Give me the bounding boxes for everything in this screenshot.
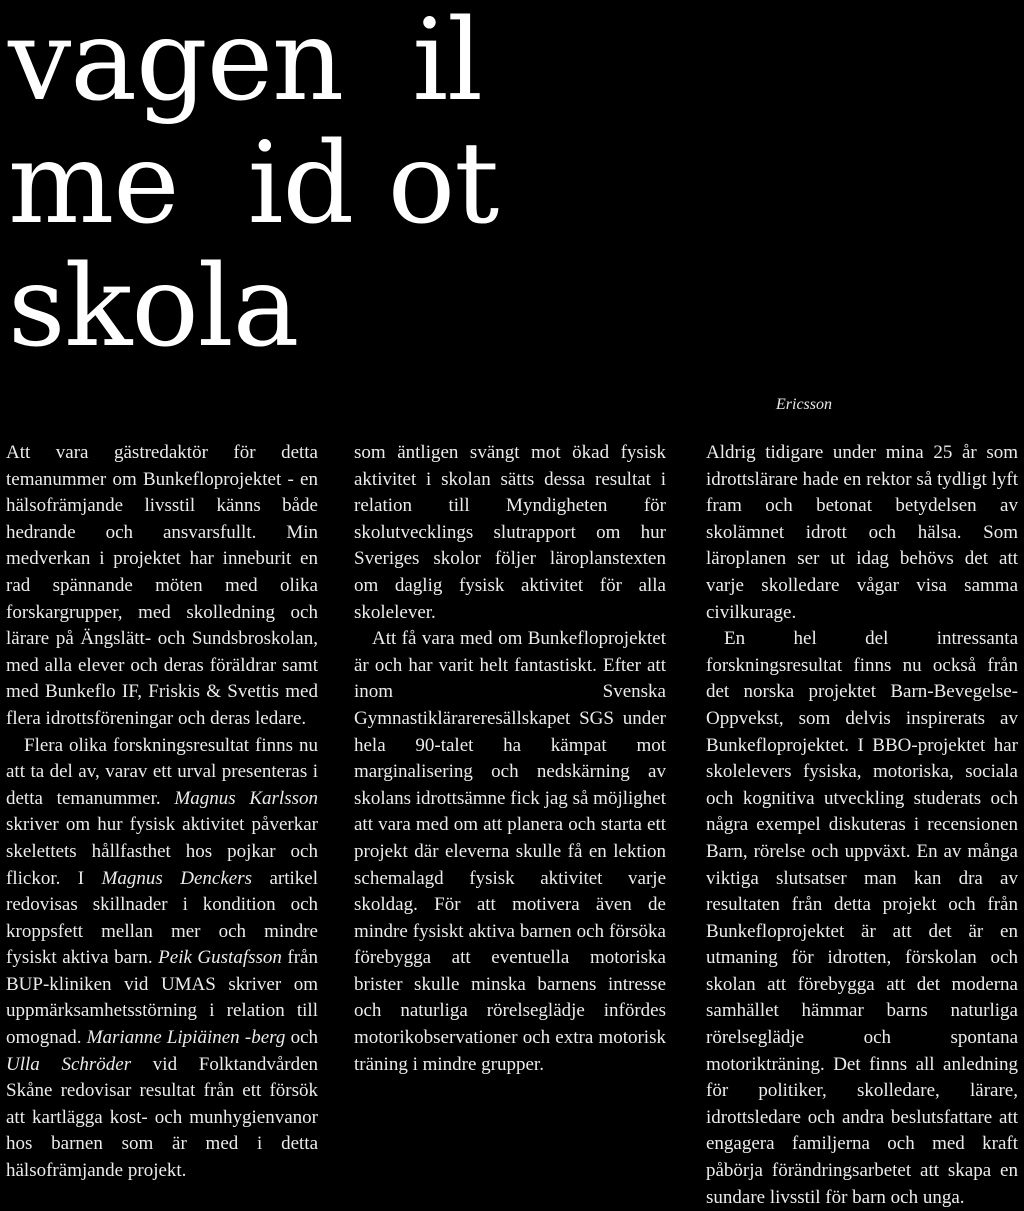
article-column-3 <box>706 440 1018 1211</box>
article-column-2 <box>354 440 666 1078</box>
author-name: Magnus Karlsson <box>174 787 319 809</box>
author-name: Peik Gustafsson <box>158 947 282 969</box>
headline-line-2: me id ot <box>8 119 499 249</box>
text-run: från BUP-kliniken vid UMAS skriver om uppmärksamhetsstörning i relation till omognad. <box>6 947 318 1049</box>
headline-line-3: skola <box>8 242 299 372</box>
headline-line-1: vagen il <box>8 0 482 126</box>
paragraph: Att få vara med om Bunkefloprojektet är och har varit helt fantastiskt. Efter att inom Svenska Gymnastiklärareresällskapet SGS under hela 90-talet ha kämpat mot marginalisering och nedskärning av skolans idrottsämne fick jag så möjlighet att vara med om att planera och starta ett projekt där eleverna skulle få en lektion schemalagd fysisk aktivitet varje skoldag. För att motivera även de mindre fysiskt aktiva barnen och försöka förebygga att eventuella motoriska brister skulle minska barnens intresse och naturliga rörelseglädje infördes motorikobservationer och extra motorisk träning i mindre grupper. <box>354 628 666 1075</box>
paragraph: Aldrig tidigare under mina 25 år som idrottslärare hade en rektor så tydligt lyft fram och betonat betydelsen av skolämnet idrott och hälsa. Som läroplanen ser ut idag behövs det att varje skolledare vågar visa samma civilkurage. <box>706 442 1018 623</box>
paragraph: Att vara gästredaktör för detta temanummer om Bunkefloprojektet - en hälsofrämjande livsstil känns både hedrande och ansvarsfullt. Min medverkan i projektet har inneburit en rad spännande möten med olika forskargrupper, med skolledning och lärare på Ängslätt- och Sundsbroskolan, med alla elever och deras föräldrar samt med Bunkeflo IF, Friskis & Svettis med flera idrottsföreningar och deras ledare. <box>6 442 318 729</box>
article-column-1 <box>6 440 318 1185</box>
headline <box>8 0 499 372</box>
paragraph: En hel del intressanta forskningsresultat finns nu också från det norska projektet Barn-Bevegelse-Oppvekst, som delvis inspirerats av Bunkefloprojektet. I BBO-projektet har skolelevers fysiska, motoriska, sociala och kognitiva utveckling studerats och några exempel diskuteras i recensionen Barn, rörelse och uppväxt. En av många viktiga slutsatser man kan dra av resultaten från detta projekt och från Bunkefloprojektet är att det är en utmaning för idrotten, förskolan och skolan att förebygga att det moderna samhället hämmar barns naturliga rörelseglädje och spontana motorikträning. Det finns all anledning för politiker, skolledare, lärare, idrottsledare och andra beslutsfattare att engagera familjerna och med kraft påbörja förändringsarbetet att skapa en sundare livsstil för barn och unga. <box>706 628 1018 1208</box>
text-run: vid Folktandvården Skåne redovisar resultat från ett försök att kartlägga kost- och munhygienvanor hos barnen som är med i detta hälsofrämjande projekt. <box>6 1053 319 1182</box>
author-name: Marianne Lipiäinen -berg <box>86 1027 286 1049</box>
author-name: Magnus Denckers <box>101 867 253 889</box>
text-run: skriver om hur fysisk aktivitet påverkar skelettets hållfasthet hos pojkar och flickor. I <box>6 814 318 889</box>
paragraph <box>6 733 318 1185</box>
text-run: Flera olika forskningsresultat finns nu att ta del av, varav ett urval presenteras i detta temanummer. <box>6 734 318 809</box>
text-run: artikel redovisas skillnader i kondition och kroppsfett mellan mer och mindre fysiskt aktiva barn. <box>6 867 318 969</box>
text-run: och <box>285 1027 318 1049</box>
paragraph: som äntligen svängt mot ökad fysisk aktivitet i skolan sätts dessa resultat i relation till Myndigheten för skolutvecklings slutrapport om hur Sveriges skolor följer läroplanstexten om daglig fysisk aktivitet för alla skolelever. <box>354 442 666 623</box>
author-name: Ulla Schröder <box>6 1053 132 1075</box>
author-byline: Ericsson <box>776 396 832 413</box>
